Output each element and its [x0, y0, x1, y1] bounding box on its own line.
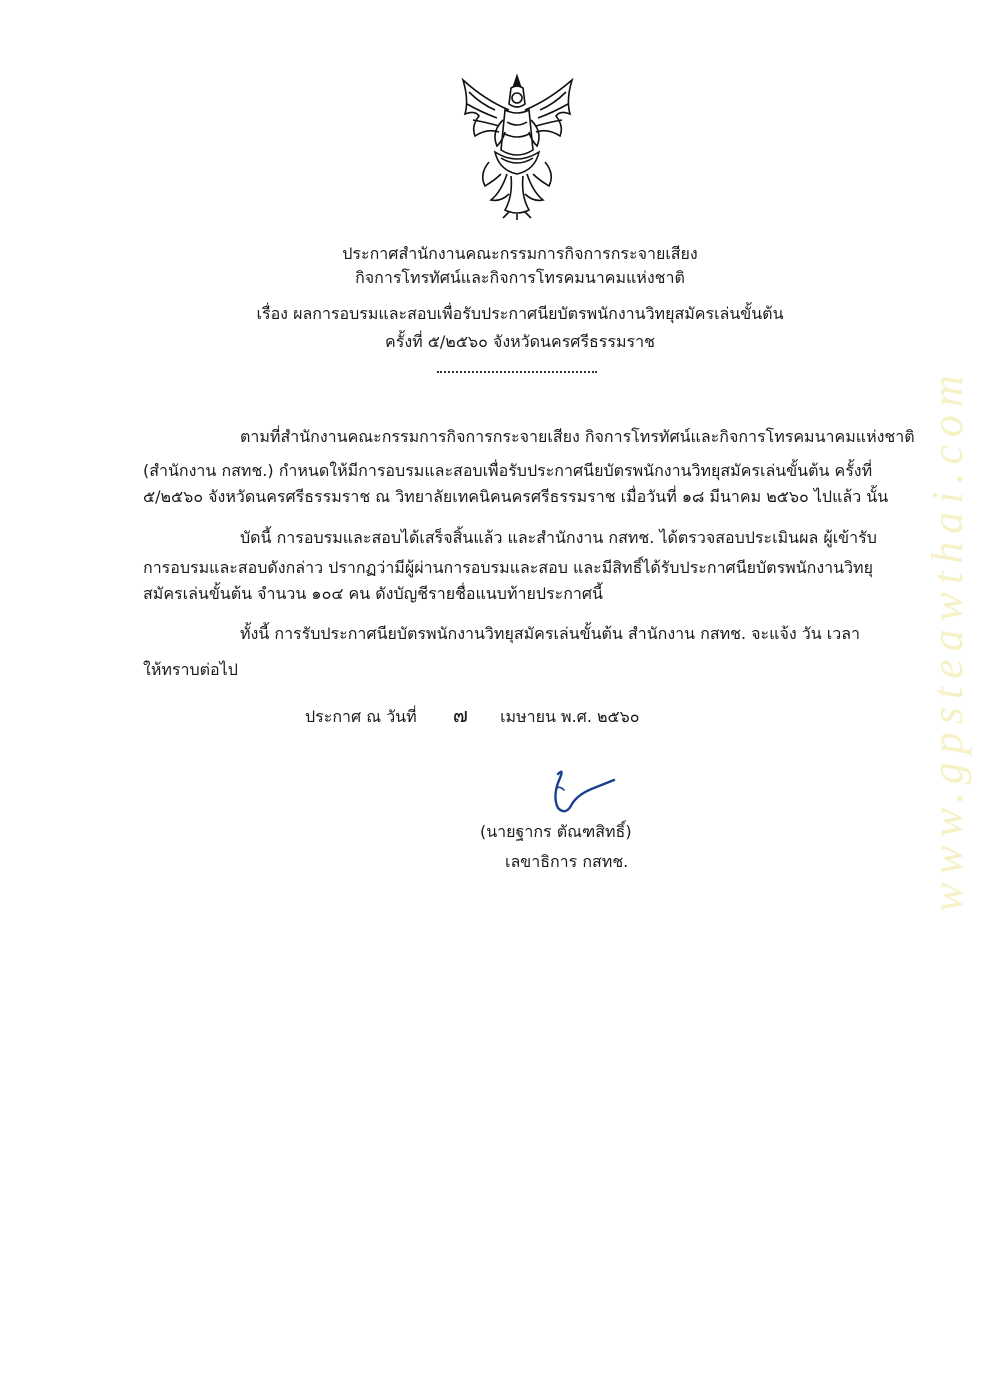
- watermark: www.gpsteawthai.com: [923, 367, 972, 913]
- announcement-subject: เรื่อง ผลการอบรมและสอบเพื่อรับประกาศนียบัตรพนักงานวิทยุสมัครเล่นขั้นต้น: [256, 304, 784, 323]
- announcement-title-line1: ประกาศสำนักงานคณะกรรมการกิจการกระจายเสียง: [342, 244, 698, 263]
- garuda-emblem-icon: [455, 70, 580, 220]
- dotted-divider: [437, 371, 597, 373]
- announcement-title-line2: กิจการโทรทัศน์และกิจการโทรคมนาคมแห่งชาติ: [355, 268, 685, 287]
- announcement-date-prefix: ประกาศ ณ วันที่: [305, 707, 417, 726]
- paragraph-2-line-2: การอบรมและสอบดังกล่าว ปรากฏว่ามีผู้ผ่านการอบรมและสอบ และมีสิทธิ์ได้รับประกาศนียบัตรพนักงานวิทยุ: [143, 558, 873, 577]
- announcement-month-year: เมษายน พ.ศ. ๒๕๖๐: [500, 707, 640, 726]
- paragraph-1-line-1: ตามที่สำนักงานคณะกรรมการกิจการกระจายเสียง กิจการโทรทัศน์และกิจการโทรคมนาคมแห่งชาติ: [240, 427, 915, 446]
- paragraph-1-line-2: (สำนักงาน กสทช.) กำหนดให้มีการอบรมและสอบเพื่อรับประกาศนียบัตรพนักงานวิทยุสมัครเล่นขั้นต้น ครั้งที่: [143, 461, 873, 480]
- signer-name: (นายฐากร ตัณฑสิทธิ์): [480, 822, 632, 841]
- paragraph-1-line-3: ๕/๒๕๖๐ จังหวัดนครศรีธรรมราช ณ วิทยาลัยเทคนิคนครศรีธรรมราช เมื่อวันที่ ๑๘ มีนาคม ๒๕๖๐ ไปแล้ว นั้น: [143, 487, 889, 506]
- signer-title: เลขาธิการ กสทช.: [505, 852, 629, 871]
- signature-image: [538, 766, 618, 818]
- announcement-date: [305, 703, 640, 729]
- paragraph-2-line-1: บัดนี้ การอบรมและสอบได้เสร็จสิ้นแล้ว และสำนักงาน กสทช. ได้ตรวจสอบประเมินผล ผู้เข้ารับ: [240, 528, 877, 547]
- announcement-subject-detail: ครั้งที่ ๕/๒๕๖๐ จังหวัดนครศรีธรรมราช: [385, 332, 655, 351]
- announcement-day: ๗: [452, 703, 468, 727]
- paragraph-3-line-1: ทั้งนี้ การรับประกาศนียบัตรพนักงานวิทยุสมัครเล่นขั้นต้น สำนักงาน กสทช. จะแจ้ง วัน เวลา: [240, 624, 860, 643]
- paragraph-3-line-2: ให้ทราบต่อไป: [143, 660, 238, 679]
- paragraph-2-line-3: สมัครเล่นขั้นต้น จำนวน ๑๐๔ คน ดังบัญชีรายชื่อแนบท้ายประกาศนี้: [143, 584, 603, 603]
